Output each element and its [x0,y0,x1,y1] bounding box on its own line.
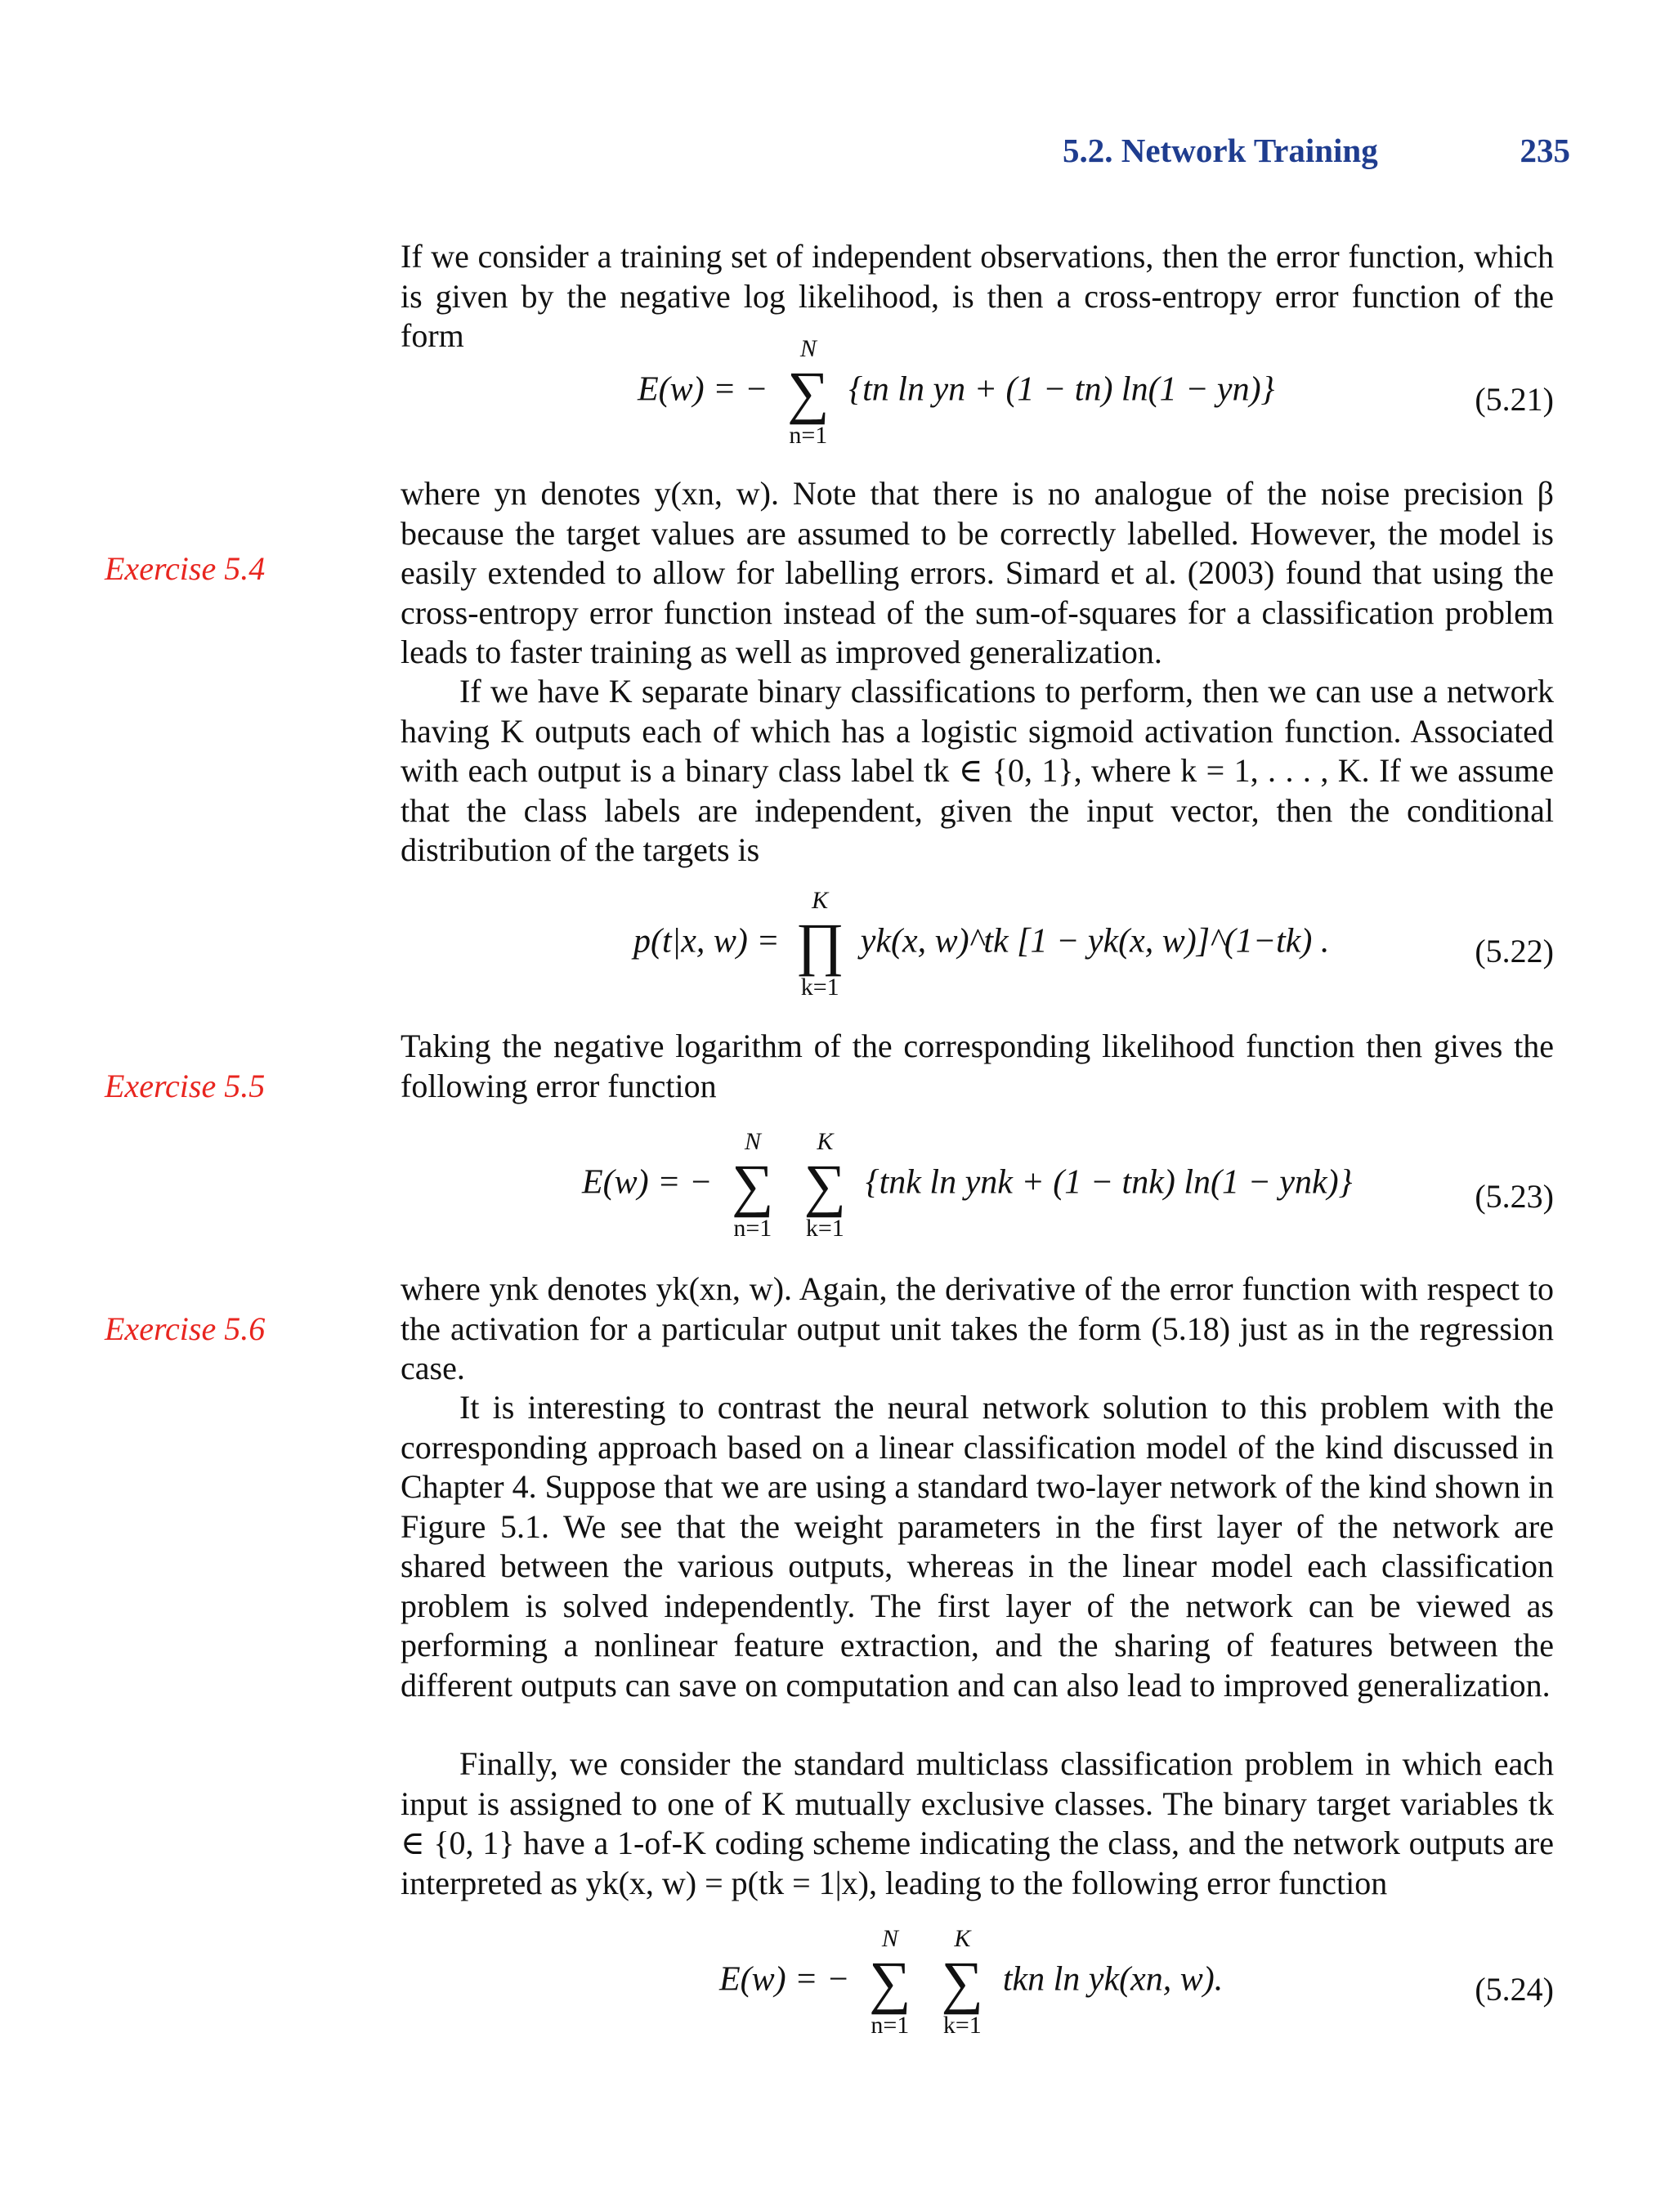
summation-symbol: K ∑ k=1 [796,1128,853,1243]
paragraph-derivative [401,1269,1554,1389]
equation-lhs: E(w) = − [582,1163,713,1202]
sum-upper-limit: N [744,1128,761,1155]
page-number: 235 [1520,132,1570,169]
sum-lower-limit: k=1 [805,1215,844,1242]
equation-lhs: E(w) = − [638,370,768,409]
summation-symbol: N ∑ n=1 [780,335,837,450]
paragraph-text: where ynk denotes yk(xn, w). Again, the derivative of the error function with respect to the activation for a particular output unit takes the form (5.18) just as in the regression case. [401,1270,1554,1386]
equation-5-24 [719,1925,1223,2040]
paragraph-multiclass [401,1744,1554,1903]
product-upper-limit: K [812,887,829,914]
summation-symbol: N ∑ n=1 [862,1925,919,2040]
paragraph-negative-log [401,1027,1554,1106]
equation-number-5-22: (5.22) [1475,933,1554,969]
equation-lhs: E(w) = − [719,1960,850,1999]
equation-number-5-23: (5.23) [1475,1178,1554,1215]
equation-lhs: p(t|x, w) = [633,922,780,960]
sum-lower-limit: n=1 [733,1215,772,1242]
paragraph-text: It is interesting to contrast the neural network solution to this problem with the corresponding approach based on a linear classification model of the kind discussed in Chapter 4. Suppose that we are using a standard two-layer network of the kind shown in Figure 5.1. We see that the weight parameters in the first layer of the network are shared between the various outputs, whereas in the linear model each classification problem is solved independently. The first layer of the network can be viewed as performing a nonlinear feature extraction, and the sharing of features between the different outputs can save on computation and can also lead to improved generalization. [401,1389,1554,1704]
margin-note-exercise-5-6: Exercise 5.6 [105,1310,266,1347]
sum-upper-limit: N [881,1925,898,1952]
paragraph-neural-network-contrast [401,1388,1554,1705]
sum-lower-limit: k=1 [942,2012,982,2039]
paragraph-cross-entropy [401,474,1554,673]
margin-note-exercise-5-5: Exercise 5.5 [105,1068,266,1104]
equation-number-5-24: (5.24) [1475,1971,1554,2008]
equation-body: {tnk ln ynk + (1 − tnk) ln(1 − ynk)} [865,1163,1353,1202]
summation-symbol: N ∑ n=1 [724,1128,781,1243]
equation-number-5-21: (5.21) [1475,381,1554,418]
product-symbol: K ∏ k=1 [791,887,848,1001]
paragraph-text: If we consider a training set of independent observations, then the error function, which is given by the negative log likelihood, is then a cross-entropy error function of the form [401,238,1554,354]
equation-5-21 [638,335,1274,450]
equation-body: yk(x, w)^tk [1 − yk(x, w)]^(1−tk) . [860,922,1330,960]
paragraph-text: where yn denotes y(xn, w). Note that there is no analogue of the noise precision β because the target values are assumed to be correctly labelled. However, the model is easily extended to allow for labelling errors. Simard et al. (2003) found that using the cross-entropy error function instead of the sum-of-squares for a classification problem leads to faster training as well as improved generalization. [401,475,1554,670]
paragraph-text: Finally, we consider the standard multiclass classification problem in which each input is assigned to one of K mutually exclusive classes. The binary target variables tk ∈ {0, 1} have a 1-of-K coding scheme indicating the class, and the network outputs are interpreted as yk(x, w) = p(tk = 1|x), leading to the following error function [401,1745,1554,1901]
sum-upper-limit: K [954,1925,971,1952]
equation-body: {tn ln yn + (1 − tn) ln(1 − yn)} [848,370,1275,409]
running-head-title: 5.2. Network Training [1063,132,1378,169]
paragraph-binary-classifications [401,672,1554,871]
equation-5-22 [633,887,1329,1001]
paragraph-text: If we have K separate binary classifications to perform, then we can use a network having K outputs each of which has a logistic sigmoid activation function. Associated with each output is a binary class label tk ∈ {0, 1}, where k = 1, . . . , K. If we assume that the class labels are independent, given the input vector, then the conditional distribution of the targets is [401,673,1554,868]
equation-5-23 [582,1128,1352,1243]
equation-body: tkn ln yk(xn, w). [1002,1960,1224,1999]
paragraph-text: Taking the negative logarithm of the corresponding likelihood function then gives the following error function [401,1028,1554,1104]
margin-note-exercise-5-4: Exercise 5.4 [105,550,266,587]
sum-lower-limit: n=1 [789,422,828,449]
sum-lower-limit: n=1 [871,2012,910,2039]
sum-upper-limit: K [817,1128,834,1155]
summation-symbol: K ∑ k=1 [933,1925,991,2040]
sum-upper-limit: N [799,335,817,362]
product-lower-limit: k=1 [800,974,839,1001]
